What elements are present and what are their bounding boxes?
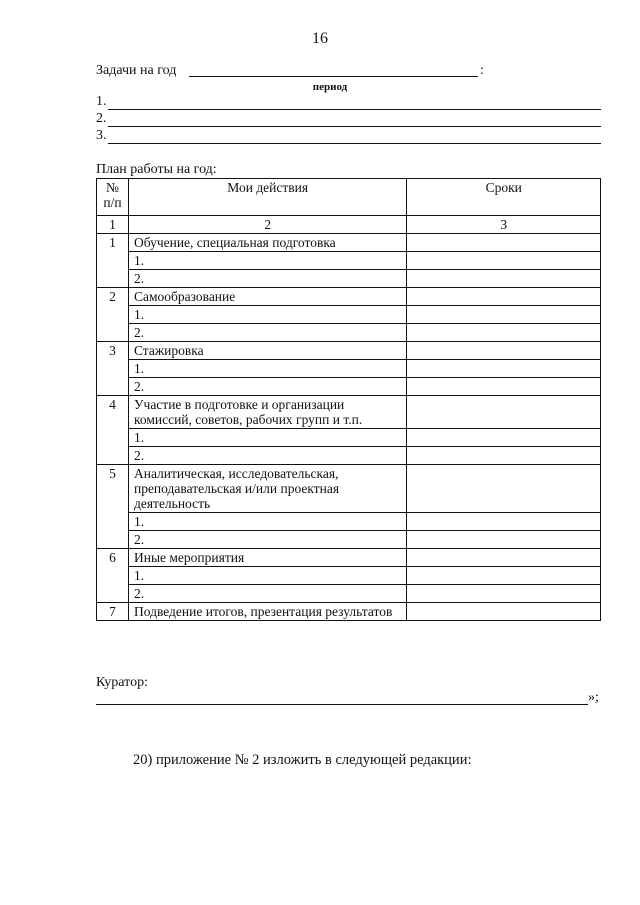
period-caption: период	[312, 81, 348, 93]
tasks-label: Задачи на год	[96, 63, 177, 78]
deadline-cell	[407, 306, 601, 324]
section-title: Самообразование	[128, 288, 406, 306]
table-row	[97, 288, 601, 306]
plan-title: План работы на год:	[96, 162, 217, 177]
deadline-cell	[407, 234, 601, 252]
curator-quote-end: »;	[588, 690, 599, 705]
sub-item: 1.	[128, 306, 406, 324]
table-row	[97, 396, 601, 429]
header-num: № п/п	[97, 179, 129, 216]
deadline-cell	[407, 585, 601, 603]
deadline-cell	[407, 513, 601, 531]
sub-item: 1.	[128, 252, 406, 270]
deadline-cell	[407, 429, 601, 447]
tasks-period-line	[189, 62, 478, 77]
plan-table	[96, 178, 601, 621]
index-col-3: 3	[407, 216, 601, 234]
deadline-cell	[407, 342, 601, 360]
tasks-colon: :	[480, 63, 484, 78]
deadline-cell	[407, 288, 601, 306]
task-3-label: 3.	[96, 128, 107, 143]
section-num: 5	[97, 465, 129, 549]
deadline-cell	[407, 549, 601, 567]
sub-item: 2.	[128, 324, 406, 342]
table-row	[97, 360, 601, 378]
table-row	[97, 549, 601, 567]
section-num: 2	[97, 288, 129, 342]
deadline-cell	[407, 252, 601, 270]
deadline-cell	[407, 324, 601, 342]
deadline-cell	[407, 396, 601, 429]
table-row	[97, 342, 601, 360]
table-row	[97, 324, 601, 342]
table-row	[97, 585, 601, 603]
curator-label: Куратор:	[96, 675, 148, 690]
sub-item: 1.	[128, 567, 406, 585]
table-row	[97, 429, 601, 447]
task-2-label: 2.	[96, 111, 107, 126]
table-row	[97, 270, 601, 288]
table-row	[97, 603, 601, 621]
table-row	[97, 447, 601, 465]
table-row	[97, 306, 601, 324]
section-title: Участие в подготовке и организации комиссий, советов, рабочих групп и т.п.	[128, 396, 406, 429]
index-col-2: 2	[128, 216, 406, 234]
sub-item: 2.	[128, 531, 406, 549]
sub-item: 2.	[128, 378, 406, 396]
header-actions: Мои действия	[128, 179, 406, 216]
table-row	[97, 234, 601, 252]
table-header-row	[97, 179, 601, 216]
sub-item: 2.	[128, 585, 406, 603]
deadline-cell	[407, 603, 601, 621]
deadline-cell	[407, 531, 601, 549]
deadline-cell	[407, 567, 601, 585]
deadline-cell	[407, 378, 601, 396]
sub-item: 1.	[128, 360, 406, 378]
header-deadline: Сроки	[407, 179, 601, 216]
task-1-line	[108, 95, 601, 110]
table-row	[97, 378, 601, 396]
section-num: 4	[97, 396, 129, 465]
deadline-cell	[407, 270, 601, 288]
sub-item: 2.	[128, 270, 406, 288]
section-title: Обучение, специальная подготовка	[128, 234, 406, 252]
table-row	[97, 513, 601, 531]
section-num: 3	[97, 342, 129, 396]
sub-item: 1.	[128, 429, 406, 447]
table-row	[97, 252, 601, 270]
table-index-row	[97, 216, 601, 234]
table-row	[97, 465, 601, 513]
section-title: Иные мероприятия	[128, 549, 406, 567]
section-title: Стажировка	[128, 342, 406, 360]
section-num: 7	[97, 603, 129, 621]
sub-item: 2.	[128, 447, 406, 465]
section-num: 6	[97, 549, 129, 603]
task-1-label: 1.	[96, 94, 107, 109]
curator-line	[96, 690, 588, 705]
deadline-cell	[407, 447, 601, 465]
section-title: Аналитическая, исследовательская, преподавательская и/или проектная деятельность	[128, 465, 406, 513]
index-col-1: 1	[97, 216, 129, 234]
deadline-cell	[407, 360, 601, 378]
amendment-text: 20) приложение № 2 изложить в следующей редакции:	[133, 752, 472, 768]
sub-item: 1.	[128, 513, 406, 531]
section-title: Подведение итогов, презентация результатов	[128, 603, 406, 621]
task-2-line	[108, 112, 601, 127]
table-row	[97, 531, 601, 549]
task-3-line	[108, 129, 601, 144]
page-number: 16	[312, 30, 328, 47]
deadline-cell	[407, 465, 601, 513]
section-num: 1	[97, 234, 129, 288]
table-row	[97, 567, 601, 585]
